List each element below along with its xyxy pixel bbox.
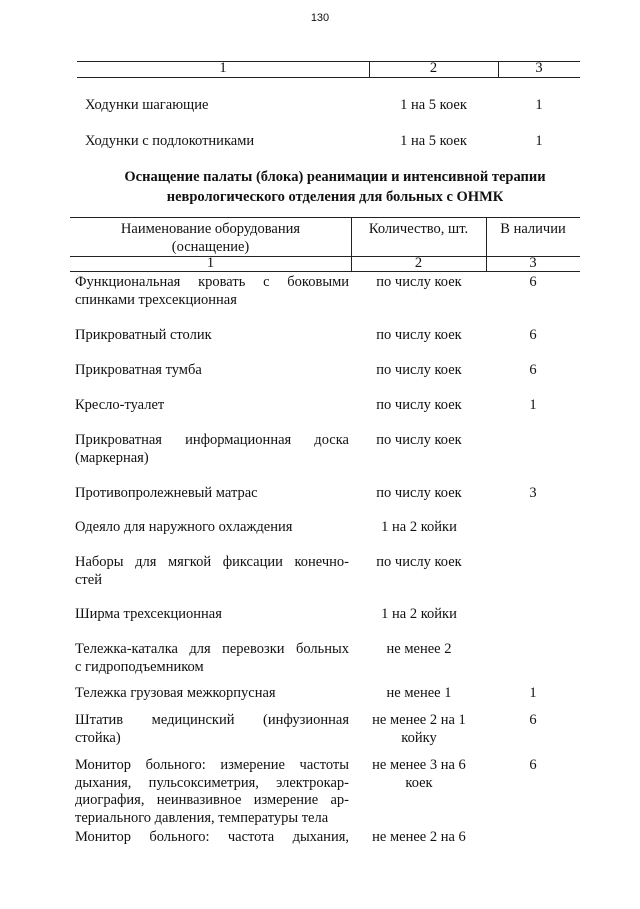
row-13-name-line-4: териального давления, температуры тела [75, 809, 329, 826]
row-13-name-line-2: дыхания, пульсоксиметрия, электрокар- [75, 774, 349, 791]
row-5-name-line-2: (маркерная) [75, 449, 149, 466]
row-1-name [75, 274, 349, 309]
row-12-avail: 6 [529, 712, 537, 728]
row-1-qty: по числу коек [376, 274, 462, 290]
row-14-qty: не менее 2 на 6 [372, 829, 466, 845]
row-13-qty-line-2: коек [405, 774, 433, 791]
row-10-name [75, 641, 349, 676]
row-2-avail: 6 [529, 327, 537, 343]
section-title-line-2: неврологического отделения для больных с ОНМК [166, 189, 504, 205]
row-1-avail: 6 [529, 274, 537, 290]
row-7-qty: 1 на 2 койки [381, 519, 457, 535]
top-table-col-2: 2 [429, 60, 438, 76]
table-header-name-line-1: Наименование оборудования [120, 221, 301, 237]
top-row-1-avail: 1 [535, 97, 543, 113]
row-1-name-line-2: спинками трехсекционная [75, 291, 237, 308]
row-11-qty: не менее 1 [386, 685, 452, 701]
table-header-name-line-2: (оснащение) [171, 238, 250, 255]
row-10-name-line-1: Тележка-каталка для перевозки больных [75, 641, 349, 657]
top-row-2-qty: 1 на 5 коек [400, 133, 467, 149]
row-14-name-line-1: Монитор больного: частота дыхания, [75, 829, 349, 845]
row-12-qty [355, 712, 483, 747]
row-10-name-line-2: с гидроподъемником [75, 658, 204, 675]
row-13-avail: 6 [529, 757, 537, 773]
row-3-qty: по числу коек [376, 362, 462, 378]
row-8-name-line-2: стей [75, 571, 102, 588]
row-6-qty: по числу коек [376, 485, 462, 501]
row-13-qty-line-1: не менее 3 на 6 [372, 757, 466, 773]
row-6-avail: 3 [529, 485, 537, 501]
row-12-name-line-2: стойка) [75, 729, 121, 746]
row-12-name-line-1: Штатив медицинский (инфузионная [75, 712, 349, 728]
table-colnum-2: 2 [414, 255, 423, 271]
top-row-1-name: Ходунки шагающие [85, 97, 209, 113]
row-9-name: Ширма трехсекционная [75, 606, 222, 622]
row-3-name: Прикроватная тумба [75, 362, 202, 378]
row-13-name-line-1: Монитор больного: измерение частоты [75, 757, 349, 773]
row-12-name [75, 712, 349, 747]
table-header-avail: В наличии [500, 221, 566, 237]
row-12-qty-line-2: койку [401, 729, 437, 746]
row-1-name-line-1: Функциональная кровать с боковыми [75, 274, 349, 290]
row-8-qty: по числу коек [376, 554, 462, 570]
table-header-name [70, 221, 351, 256]
row-7-name: Одеяло для наружного охлаждения [75, 519, 293, 535]
row-13-name-line-3: диография, неинвазивное измерение ар- [75, 792, 349, 808]
row-3-avail: 6 [529, 362, 537, 378]
row-4-name: Кресло-туалет [75, 397, 165, 413]
page-number: 130 [310, 12, 330, 24]
top-table-col-1: 1 [219, 60, 227, 76]
row-2-qty: по числу коек [376, 327, 462, 343]
section-title-line-1: Оснащение палаты (блока) реанимации и интенсивной терапии [124, 169, 546, 185]
row-5-qty: по числу коек [376, 432, 462, 448]
row-4-avail: 1 [529, 397, 537, 413]
row-2-name: Прикроватный столик [75, 327, 212, 343]
row-14-name [75, 829, 349, 847]
table-colnum-1: 1 [206, 255, 215, 271]
section-title [70, 167, 600, 207]
row-11-avail: 1 [529, 685, 537, 701]
row-5-name [75, 432, 349, 467]
row-8-name [75, 554, 349, 589]
top-row-2-name: Ходунки с подлокотниками [85, 133, 255, 149]
table-rule-top [70, 217, 580, 218]
row-11-name: Тележка грузовая межкорпусная [75, 685, 276, 701]
top-row-1-qty: 1 на 5 коек [400, 97, 467, 113]
top-row-2-avail: 1 [535, 133, 543, 149]
row-10-qty: не менее 2 [386, 641, 452, 657]
row-4-qty: по числу коек [376, 397, 462, 413]
row-9-qty: 1 на 2 койки [381, 606, 457, 622]
row-12-qty-line-1: не менее 2 на 1 [372, 712, 466, 728]
row-8-name-line-1: Наборы для мягкой фиксации конечно- [75, 554, 349, 570]
table-header-qty: Количество, шт. [368, 221, 469, 237]
top-table-col-3: 3 [535, 60, 543, 76]
table-colnum-3: 3 [529, 255, 537, 271]
row-5-name-line-1: Прикроватная информационная доска [75, 432, 349, 448]
row-13-qty [355, 757, 483, 792]
row-6-name: Противопролежневый матрас [75, 485, 258, 501]
row-13-name [75, 757, 349, 827]
